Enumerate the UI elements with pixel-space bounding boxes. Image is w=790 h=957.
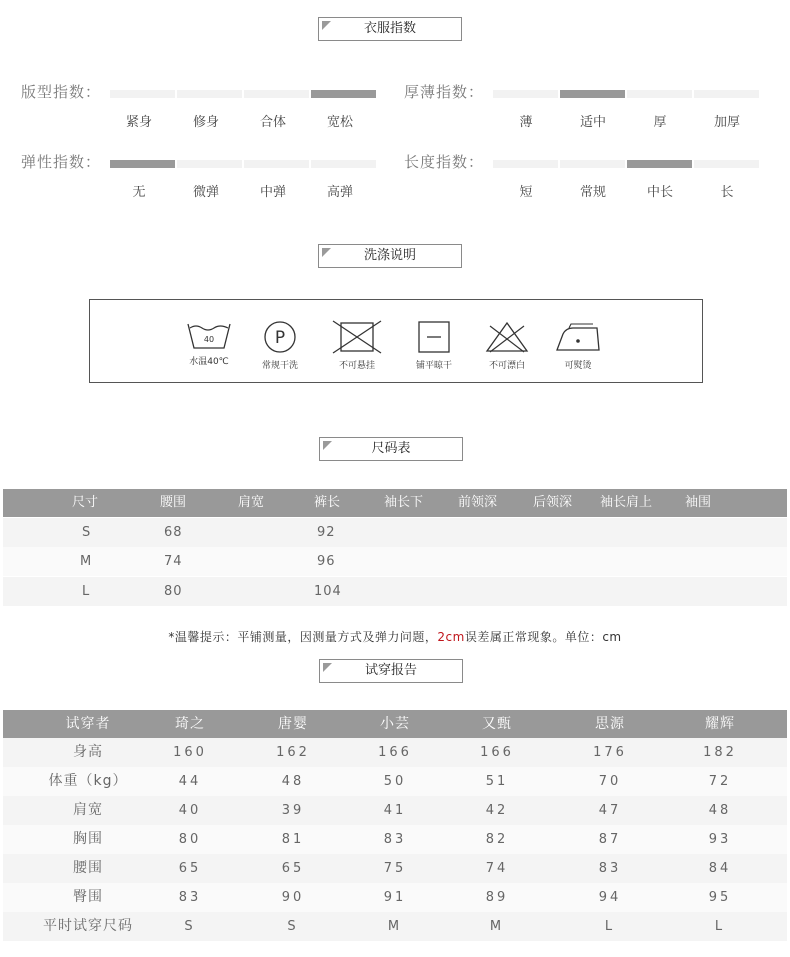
trial-header-cell: 思源 [595,716,625,732]
index-label: 版型指数： [21,83,102,101]
trial-header-cell: 小芸 [380,716,410,732]
index-bar [177,160,242,168]
dry-clean-item [250,320,310,371]
wash-40-icon [186,320,232,350]
no-bleach-item [477,320,537,371]
trial-cell: 95 [708,890,732,905]
index-bar-active [560,90,625,98]
svg-text:P: P [274,328,286,348]
index-bar [110,90,175,98]
trial-cell: S [184,919,196,934]
section-title-trial [319,659,463,683]
trial-cell: 87 [598,832,622,847]
index-option: 宽松 [326,115,353,130]
trial-cell: 72 [708,774,732,789]
trial-header-cell: 又甄 [482,716,512,732]
trial-cell: 81 [281,832,305,847]
trial-table-row [3,796,787,825]
trial-cell: 80 [178,832,202,847]
trial-cell: 182 [703,745,737,760]
size-table-row [3,577,787,606]
index-bar [694,90,759,98]
trial-row-label: 肩宽 [73,802,103,818]
index-option: 无 [132,185,146,200]
size-header-cell: 裤长 [314,495,341,510]
trial-cell: L [604,919,616,934]
trial-cell: 160 [173,745,207,760]
trial-cell: 48 [281,774,305,789]
trial-cell: 50 [383,774,407,789]
note-text-end: 误差属正常现象。单位：cm [464,630,622,644]
trial-cell: M [489,919,505,934]
trial-cell: 42 [485,803,509,818]
size-header-cell: 肩宽 [238,495,265,510]
trial-table-row [3,883,787,912]
corner-mark-icon [323,663,332,672]
index-label: 厚薄指数： [404,83,485,101]
trial-table-row [3,767,787,796]
trial-cell: 75 [383,861,407,876]
trial-table-row [3,854,787,883]
size-header-cell: 袖长下 [384,495,424,510]
note-highlight: 2cm [437,630,465,644]
trial-table-row [3,738,787,767]
trial-cell: 91 [383,890,407,905]
trial-cell: L [714,919,726,934]
trial-header-cell: 唐婴 [278,716,308,732]
wash-label: 水温40℃ [189,357,229,367]
size-cell: 74 [164,554,183,569]
trial-cell: 83 [383,832,407,847]
index-option: 加厚 [713,115,740,130]
index-option: 常规 [579,185,606,200]
trial-cell: 93 [708,832,732,847]
wash-instructions-box [89,299,703,383]
trial-cell: 48 [708,803,732,818]
size-cell: S [82,525,92,540]
trial-row-label: 臀围 [73,889,103,905]
section-title-text: 尺码表 [371,441,411,456]
size-table-header [3,489,787,517]
trial-cell: 84 [708,861,732,876]
trial-cell: 89 [485,890,509,905]
trial-cell: M [387,919,403,934]
wash-40-item [179,320,239,367]
trial-cell: 94 [598,890,622,905]
size-cell: 68 [164,525,183,540]
trial-cell: 83 [598,861,622,876]
index-option: 微弹 [192,185,219,200]
index-bar [244,90,309,98]
index-option: 高弹 [326,185,353,200]
trial-cell: 176 [593,745,627,760]
trial-cell: 74 [485,861,509,876]
index-option: 修身 [192,115,219,130]
trial-cell: 41 [383,803,407,818]
index-bar [177,90,242,98]
note-text: *温馨提示：平铺测量，因测量方式及弹力问题， [168,630,438,644]
index-option: 合体 [259,115,286,130]
wash-label: 铺平晾干 [415,361,452,371]
iron-item [548,320,608,371]
size-cell: 96 [317,554,336,569]
index-option: 紧身 [125,115,152,130]
trial-cell: S [287,919,299,934]
index-option: 中长 [646,185,673,200]
index-bar-active [627,160,692,168]
trial-cell: 90 [281,890,305,905]
section-title-wash [318,244,462,268]
index-option: 适中 [579,115,606,130]
trial-cell: 166 [378,745,412,760]
trial-cell: 166 [480,745,514,760]
index-bar [311,160,376,168]
trial-table-row [3,912,787,941]
trial-cell: 65 [178,861,202,876]
index-bar-active [110,160,175,168]
corner-mark-icon [322,21,331,30]
trial-cell: 47 [598,803,622,818]
trial-cell: 65 [281,861,305,876]
flat-dry-item [404,320,464,371]
trial-row-label: 体重（kg） [48,773,128,789]
index-bar-active [311,90,376,98]
size-cell: 80 [164,584,183,599]
trial-cell: 51 [485,774,509,789]
wash-label: 不可悬挂 [338,361,375,371]
no-hang-dry-icon [331,320,383,354]
wash-label: 可熨烫 [564,361,592,371]
index-bar [694,160,759,168]
size-header-cell: 袖围 [685,495,712,510]
trial-header-cell: 试穿者 [65,716,111,732]
index-bar [627,90,692,98]
size-cell: M [80,554,93,569]
trial-cell: 39 [281,803,305,818]
trial-row-label: 身高 [73,744,103,760]
size-header-cell: 前领深 [458,495,498,510]
iron-icon [553,320,603,354]
index-bar [493,160,558,168]
trial-cell: 70 [598,774,622,789]
size-table-row [3,518,787,547]
trial-header-cell: 琦之 [175,716,205,732]
size-header-cell: 尺寸 [72,495,99,510]
index-option: 中弹 [259,185,286,200]
index-option: 短 [519,185,533,200]
trial-cell: 83 [178,890,202,905]
wash-label: 不可漂白 [488,361,525,371]
section-title-fit-index [318,17,462,41]
no-hang-dry-item [327,320,387,371]
trial-row-label: 平时试穿尺码 [43,918,133,934]
index-label: 弹性指数： [21,153,102,171]
svg-text:40: 40 [203,335,215,344]
trial-table-row [3,825,787,854]
section-title-text: 衣服指数 [363,21,416,36]
index-bar [493,90,558,98]
index-label: 长度指数： [404,153,485,171]
measurement-note [0,628,790,645]
size-cell: L [82,584,91,599]
trial-row-label: 腰围 [73,860,103,876]
trial-row-label: 胸围 [73,831,103,847]
trial-cell: 44 [178,774,202,789]
trial-cell: 162 [276,745,310,760]
size-table-row [3,547,787,576]
wash-label: 常规干洗 [261,361,298,371]
section-title-text: 试穿报告 [364,663,417,678]
section-title-text: 洗涤说明 [363,248,416,263]
corner-mark-icon [323,441,332,450]
dry-clean-icon [263,320,297,354]
index-option: 厚 [653,115,667,130]
size-header-cell: 后领深 [533,495,573,510]
trial-header-cell: 耀辉 [705,716,735,732]
index-bar [244,160,309,168]
size-header-cell: 腰围 [160,495,187,510]
index-bar [560,160,625,168]
corner-mark-icon [322,248,331,257]
no-bleach-icon [484,320,530,354]
trial-table-header [3,710,787,738]
size-cell: 104 [314,584,342,599]
index-option: 长 [720,185,734,200]
index-option: 薄 [519,115,533,130]
trial-cell: 82 [485,832,509,847]
section-title-size [319,437,463,461]
flat-dry-icon [417,320,451,354]
trial-cell: 40 [178,803,202,818]
size-cell: 92 [317,525,336,540]
size-header-cell: 袖长肩上 [600,495,653,510]
